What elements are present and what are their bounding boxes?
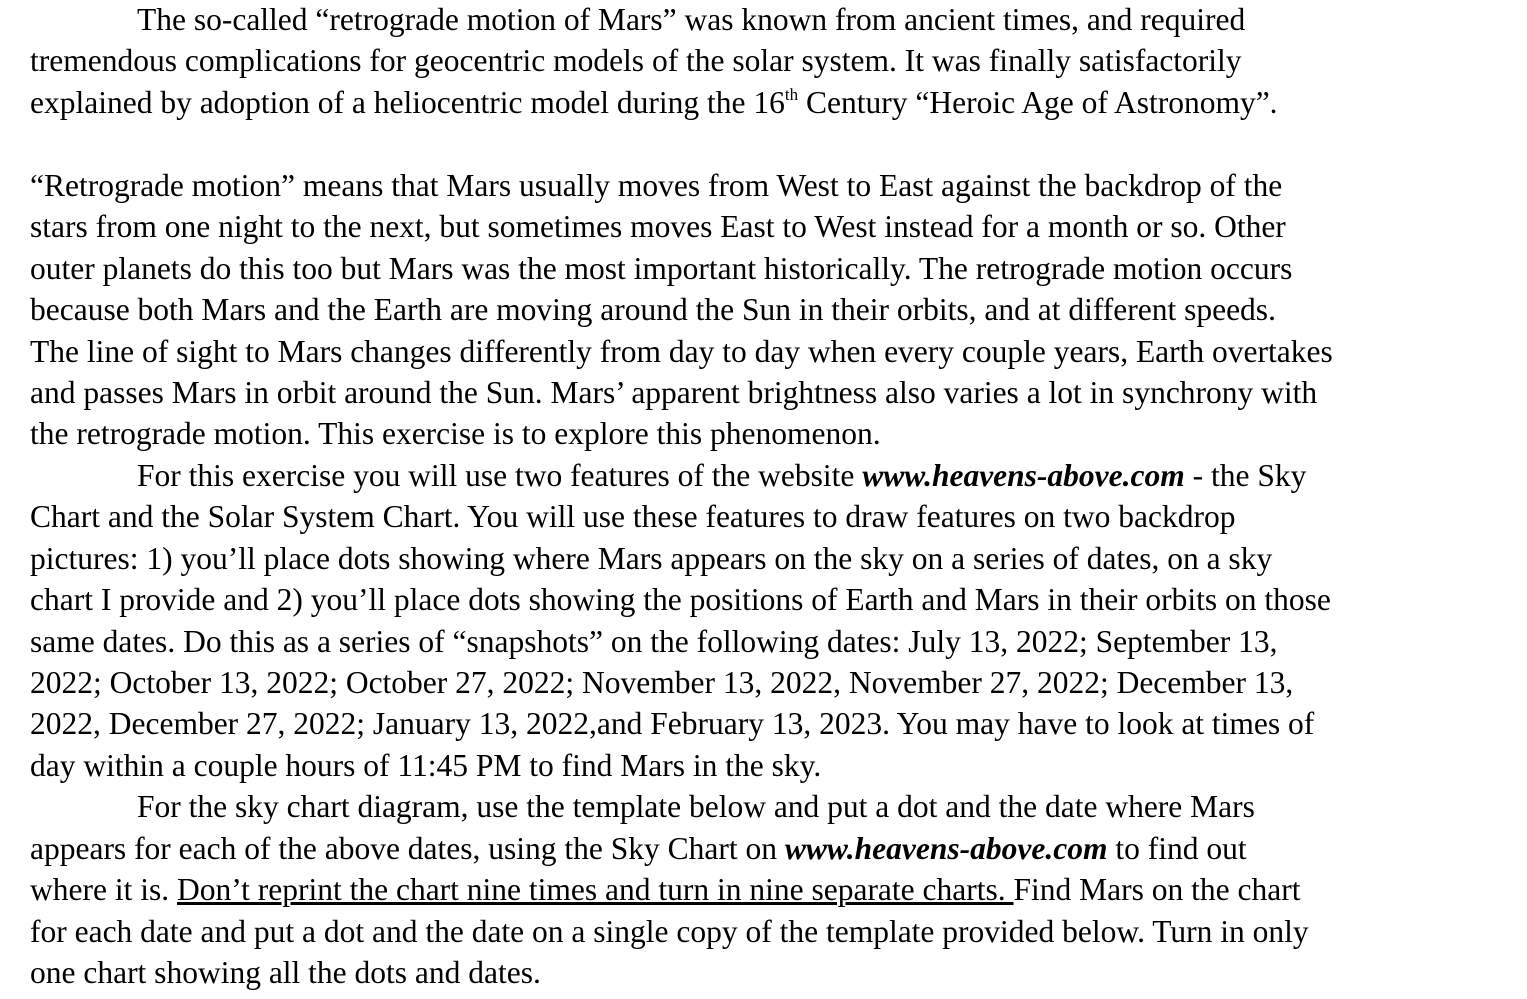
text-line [30,40,1333,81]
text-line [30,786,1333,827]
text-line [30,745,1333,786]
text-segment: pictures: 1) you’ll place dots showing where Mars appears on the sky on a series of dates, on a sky [30,540,1273,576]
text-line [30,0,1333,40]
text-segment: 2022, December 27, 2022; January 13, 2022,and February 13, 2023. You may have to look at times of [30,706,1315,742]
text-segment: tremendous complications for geocentric models of the solar system. It was finally satisfactorily [30,43,1242,79]
document-body [30,0,1333,994]
text-line [30,869,1333,910]
text-line [30,621,1333,662]
text-line [30,206,1333,247]
text-segment: Century “Heroic Age of Astronomy”. [798,84,1278,120]
text-line [30,538,1333,579]
text-line [30,165,1333,206]
text-line [30,828,1333,869]
text-line [30,455,1333,496]
text-segment: one chart showing all the dots and dates. [30,955,541,991]
text-segment: stars from one night to the next, but sometimes moves East to West instead for a month or so. Other [30,209,1286,245]
text-segment: because both Mars and the Earth are moving around the Sun in their orbits, and at different speeds. [30,292,1276,328]
text-line [30,662,1333,703]
text-segment: “Retrograde motion” means that Mars usually moves from West to East against the backdrop of the [30,167,1283,203]
underlined-instruction: Don’t reprint the chart nine times and turn in nine separate charts. [176,872,1014,908]
text-segment: appears for each of the above dates, using the Sky Chart on [30,830,785,866]
text-segment: day within a couple hours of 11:45 PM to find Mars in the sky. [30,747,822,783]
website-link-text: www.heavens-above.com [784,830,1108,866]
text-line [30,248,1333,289]
text-line [30,579,1333,620]
text-line [30,289,1333,330]
text-segment: The so-called “retrograde motion of Mars” was known from ancient times, and required [137,2,1246,37]
website-link-text: www.heavens-above.com [862,457,1185,493]
text-line [30,703,1333,744]
text-line [30,331,1333,372]
text-segment: 2022; October 13, 2022; October 27, 2022; November 13, 2022, November 27, 2022; December 13, [30,665,1294,700]
text-segment: the retrograde motion. This exercise is to explore this phenomenon. [30,416,881,452]
text-line [30,82,1333,123]
text-segment: - the Sky [1184,457,1307,493]
text-line [30,413,1333,454]
text-line [30,372,1333,413]
text-segment: For this exercise you will use two features of the website [137,457,863,493]
text-segment: same dates. Do this as a series of “snapshots” on the following dates: July 13, 2022; September 13, [30,623,1278,659]
text-segment: For the sky chart diagram, use the template below and put a dot and the date where Mars [137,789,1255,825]
text-line [30,496,1333,537]
text-segment: outer planets do this too but Mars was the most important historically. The retrograde motion occurs [30,250,1293,286]
text-segment: explained by adoption of a heliocentric model during the 16 [30,84,785,120]
text-line [30,123,1333,164]
text-segment: to find out [1107,830,1247,866]
text-segment: Find Mars on the chart [1013,872,1301,908]
text-segment: and passes Mars in orbit around the Sun. Mars’ apparent brightness also varies a lot in synchrony with [30,374,1318,410]
text-segment: where it is. [30,872,177,908]
superscript: th [784,84,799,104]
text-line [30,911,1333,952]
text-segment: The line of sight to Mars changes differently from day to day when every couple years, Earth overtakes [30,333,1333,369]
text-segment: Chart and the Solar System Chart. You will use these features to draw features on two backdrop [30,499,1236,535]
text-line [30,952,1333,993]
text-segment: chart I provide and 2) you’ll place dots showing the positions of Earth and Mars in their orbits on those [30,582,1331,618]
text-segment: for each date and put a dot and the date on a single copy of the template provided below. Turn in only [30,913,1309,949]
